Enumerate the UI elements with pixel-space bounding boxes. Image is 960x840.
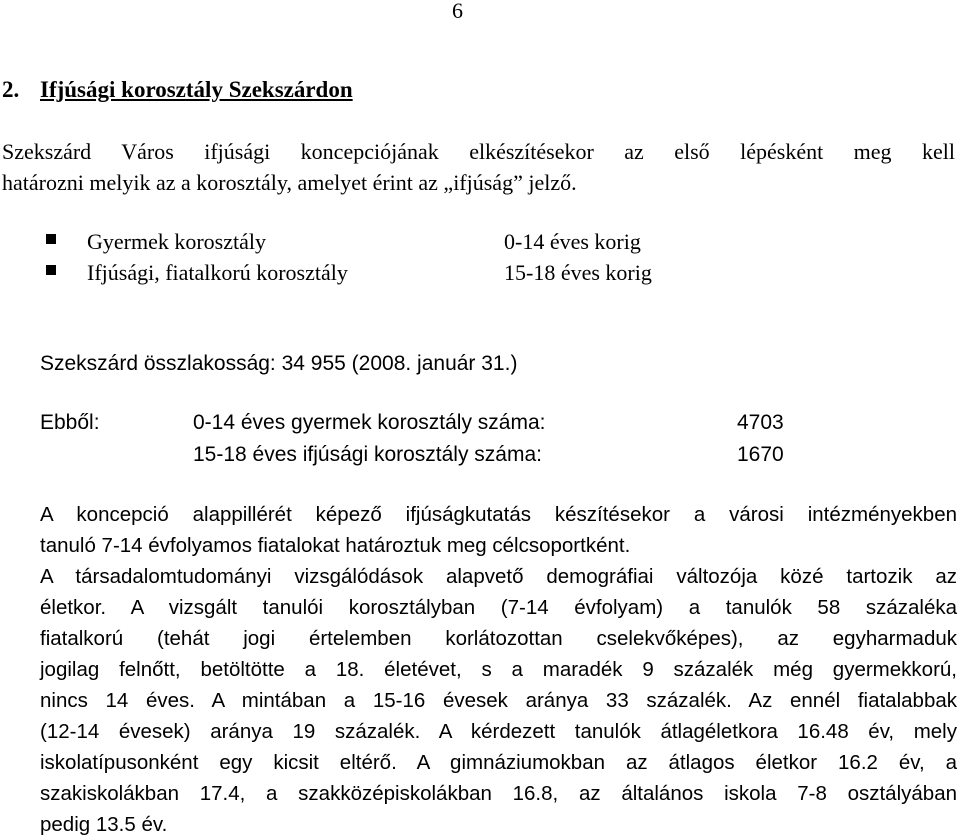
- body-line: A társadalomtudományi vizsgálódások alapvető demográfiai változója közé tartozik az: [40, 565, 957, 588]
- body-line: nincs 14 éves. A mintában a 15-16 évesek aránya 33 százalék. Az ennél fiatalabbak: [40, 689, 957, 712]
- age-group-label: Gyermek korosztály: [87, 229, 266, 254]
- population-line: Szekszárd összlakosság: 34 955 (2008. január 31.): [40, 352, 518, 375]
- section-title: Ifjúsági korosztály Szekszárdon: [40, 77, 353, 102]
- body-line: életkor. A vizsgált tanulói korosztályban (7-14 évfolyam) a tanulók 58 százaléka: [40, 596, 957, 619]
- body-line: (12-14 évesek) aránya 19 százalék. A kérdezett tanulók átlagéletkora 16.48 év, mely: [40, 720, 957, 743]
- body-line: A koncepció alappillérét képező ifjúságkutatás készítésekor a városi intézményekben: [40, 503, 957, 526]
- age-group-label: Ifjúsági, fiatalkorú korosztály: [87, 260, 348, 285]
- intro-line: Szekszárd Város ifjúsági koncepciójának elkészítésekor az első lépésként meg kell: [2, 139, 955, 164]
- body-line: szakiskolákban 17.4, a szakközépiskolákban 16.8, az általános iskola 7-8 osztályában: [40, 782, 957, 805]
- body-paragraph: [40, 499, 957, 840]
- body-line: fiatalkorú (tehát jogi értelemben korlátozottan cselekvőképes), az egyharmaduk: [40, 627, 957, 650]
- breakdown-label: 0-14 éves gyermek korosztály száma:: [193, 411, 546, 434]
- breakdown-value: 4703: [737, 411, 784, 434]
- section-number: 2.: [2, 77, 20, 102]
- body-line: tanuló 7-14 évfolyamos fiatalokat határoztuk meg célcsoportként.: [40, 534, 631, 557]
- page-number: 6: [452, 0, 463, 23]
- breakdown-value: 1670: [737, 443, 784, 466]
- section-heading: [2, 76, 353, 104]
- body-line: pedig 13.5 év.: [40, 813, 168, 836]
- body-line: iskolatípusonként egy kicsit eltérő. A gimnáziumokban az átlagos életkor 16.2 év, a: [40, 751, 957, 774]
- square-bullet-icon: [46, 234, 56, 244]
- intro-line: határozni melyik az a korosztály, amelyet érint az „ifjúság” jelző.: [2, 170, 577, 195]
- breakdown-label: 15-18 éves ifjúsági korosztály száma:: [193, 443, 542, 466]
- breakdown-prefix: Ebből:: [40, 411, 100, 434]
- intro-paragraph: [2, 136, 955, 198]
- age-group-range: 0-14 éves korig: [504, 229, 641, 254]
- body-line: jogilag felnőtt, betöltötte a 18. életévet, s a maradék 9 százalék még gyermekkorú,: [40, 658, 957, 681]
- square-bullet-icon: [46, 265, 56, 275]
- age-group-range: 15-18 éves korig: [504, 260, 652, 285]
